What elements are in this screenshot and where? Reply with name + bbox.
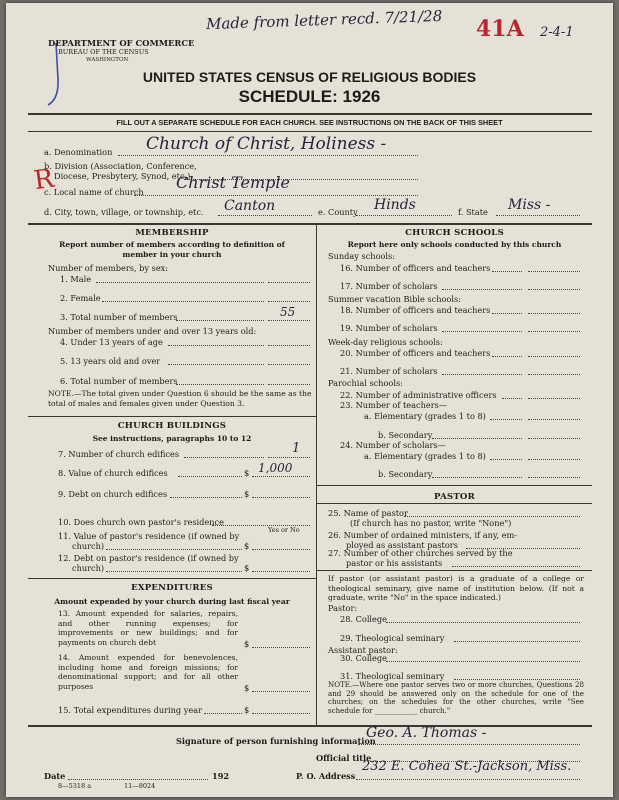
q25-note: (If church has no pastor, write "None") [350,518,512,528]
division-label-1: b. Division (Association, Conference, [44,161,197,171]
q13-dollar: $ [244,639,250,649]
q9-dollar: $ [244,489,250,499]
schools-sub: Report here only schools conducted by this church [347,240,562,249]
membership-sub-2: member in your church [122,250,222,259]
parochial-label: Parochial schools: [328,378,403,388]
city: WASHINGTON [86,57,129,63]
state-label: f. State [458,207,488,217]
division-label-2: Diocese, Presbytery, Synod, etc.) [54,171,191,181]
date-label: Date [44,771,66,781]
q27-line-1: 27. Number of other churches served by the [328,548,513,558]
weekday-label: Week-day religious schools: [328,337,443,347]
print-number: 11—8024 [124,782,156,790]
q20: 20. Number of officers and teachers [340,348,491,358]
membership-sub-1: Report number of members according to definition of [59,240,285,249]
q22: 22. Number of administrative officers [340,390,497,400]
q12-line-1: 12. Debt on pastor's residence (if owned by [58,553,239,563]
address-value[interactable]: 232 E. Cohea St.-Jackson, Miss. [362,759,572,774]
denomination-value[interactable]: Church of Christ, Holiness - [146,134,387,154]
schedule-title: SCHEDULE: 1926 [238,87,381,106]
local-name-value[interactable]: Christ Temple [176,173,290,192]
buildings-title: CHURCH BUILDINGS [117,421,227,431]
q23: 23. Number of teachers— [340,400,448,410]
q18: 18. Number of officers and teachers [340,305,491,315]
department: DEPARTMENT OF COMMERCE [48,38,195,48]
q8-value-edifices: 8. Value of church edifices [58,468,168,478]
q9-debt: 9. Debt on church edifices [58,489,168,499]
by-sex-label: Number of members, by sex: [48,263,169,273]
q23b: b. Secondary [378,430,433,440]
code-note: 2-4-1 [540,25,574,40]
q25: 25. Name of pastor [328,508,408,518]
q8-dollar: $ [244,468,250,478]
q24a: a. Elementary (grades 1 to 8) [364,451,486,461]
graduate-instruction: If pastor (or assistant pastor) is a graduate of a college or theological seminary, give name of institution below. (If not a graduate, write "No" in the space indicated.) [328,574,584,603]
q15-total: 15. Total expenditures during year [58,705,203,715]
year-label: 192 [212,771,230,781]
q13-salaries: 13. Amount expended for salaries, repairs, and other running expenses; for improvements or new buildings; and for payments on church debt [58,609,238,647]
expenditures-sub: Amount expended by your church during last fiscal year [54,597,290,606]
q24b: b. Secondary [378,469,433,479]
city-label: d. City, town, village, or township, etc. [44,207,204,217]
q3-total: 3. Total number of members [60,312,178,322]
q8-value[interactable]: 1,000 [258,461,293,475]
q2-female: 2. Female [60,293,101,303]
summer-label: Summer vacation Bible schools: [328,294,461,304]
q26-line-1: 26. Number of ordained ministers, if any, em- [328,530,517,540]
expenditures-title: EXPENDITURES [131,583,213,593]
q11-line-1: 11. Value of pastor's residence (if owned by [58,531,240,541]
address-label: P. O. Address [296,771,356,781]
q7-value[interactable]: 1 [292,441,301,456]
red-code: 41A [476,16,524,42]
q16: 16. Number of officers and teachers [340,263,491,273]
city-value[interactable]: Canton [224,198,276,214]
q1-male: 1. Male [60,274,92,284]
q14-benevolences: 14. Amount expended for benevolences, including home and foreign missions; for denominational support; and for all other purposes [58,653,238,691]
schools-title: CHURCH SCHOOLS [405,228,504,238]
q31-seminary: 31. Theological seminary [340,671,445,681]
bureau: BUREAU OF THE CENSUS [58,48,149,56]
q28-college: 28. College [340,614,387,624]
county-value[interactable]: Hinds [374,197,416,213]
denomination-label: a. Denomination [44,147,113,157]
q26-line-2: ployed as assistant pastors [346,540,458,550]
q11-dollar: $ [244,541,250,551]
buildings-sub: See instructions, paragraphs 10 to 12 [92,434,252,443]
state-value[interactable]: Miss - [508,197,551,213]
q12-dollar: $ [244,563,250,573]
q6-total: 6. Total number of members [60,376,178,386]
q29-seminary: 29. Theological seminary [340,633,445,643]
q14-dollar: $ [244,683,250,693]
signature-label: Signature of person furnishing information [176,736,376,746]
q21: 21. Number of scholars [340,366,438,376]
census-schedule-page [6,3,613,797]
form-title: UNITED STATES CENSUS OF RELIGIOUS BODIES [142,69,477,85]
q17: 17. Number of scholars [340,281,438,291]
official-title-label: Official title [316,753,372,763]
q7-edifices: 7. Number of church edifices [58,449,180,459]
membership-note: NOTE.—The total given under Question 6 should be the same as the total of males and females given under Question 3. [48,389,312,408]
instruction-line: FILL OUT A SEPARATE SCHEDULE FOR EACH CHURCH. SEE INSTRUCTIONS ON THE BACK OF THIS SHEET [116,118,503,127]
q15-dollar: $ [244,705,250,715]
form-number: 8—5318 a [58,782,92,790]
q19: 19. Number of scholars [340,323,438,333]
q5-over-13: 5. 13 years old and over [60,356,161,366]
q10-residence: 10. Does church own pastor's residence [58,517,224,527]
pastor-label: Pastor: [328,603,358,613]
sunday-label: Sunday schools: [328,251,396,261]
r-mark: R [32,163,56,197]
yes-no-hint: Yes or No [268,526,300,534]
q30-college: 30. College [340,653,387,663]
q3-value[interactable]: 55 [280,305,296,319]
pastor-title: PASTOR [434,492,475,502]
county-label: e. County [318,207,358,217]
age-label: Number of members under and over 13 years old: [48,326,257,336]
q4-under-13: 4. Under 13 years of age [60,337,163,347]
received-note: Made from letter recd. 7/21/28 [205,6,443,34]
q12-line-2: church) [72,563,105,573]
assistant-label: Assistant pastor: [328,645,398,655]
local-name-label: c. Local name of church [44,187,144,197]
q23a: a. Elementary (grades 1 to 8) [364,411,486,421]
q27-line-2: pastor or his assistants [346,558,443,568]
q11-line-2: church) [72,541,105,551]
pastor-note: NOTE.—Where one pastor serves two or more churches, Questions 28 and 29 should be answered only on the schedule for one of the churches; on the schedules for the other churches, write "See schedule for ____________ church." [328,680,584,715]
membership-title: MEMBERSHIP [135,228,209,238]
q24: 24. Number of scholars— [340,440,446,450]
signature-value[interactable]: Geo. A. Thomas - [366,725,487,741]
